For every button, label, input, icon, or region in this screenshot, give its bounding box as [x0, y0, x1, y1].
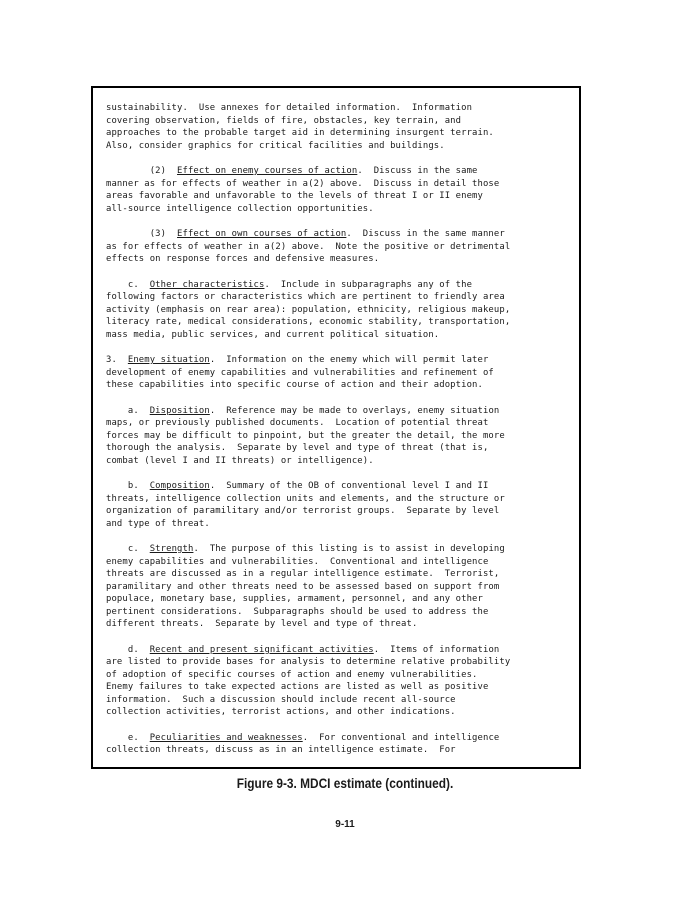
paragraph-heading-rest: . Discuss in the same manner: [346, 229, 505, 239]
text-line: areas favorable and unfavorable to the levels of threat I or II enemy: [106, 191, 483, 201]
paragraph-heading-rest: . Information on the enemy which will permit later: [209, 355, 489, 365]
paragraph-first-line: [106, 732, 569, 745]
text-line: information. Such a discussion should include recent all-source: [106, 694, 456, 705]
text-line: different threats. Separate by level and type of threat.: [106, 619, 418, 629]
paragraph: [106, 543, 569, 631]
paragraph: [106, 228, 569, 266]
paragraph-first-line: [106, 480, 569, 493]
paragraph-heading-rest: . Discuss in the same: [357, 166, 478, 176]
paragraph-first-line: [106, 279, 569, 292]
paragraph-heading-rest: . The purpose of this listing is to assist in developing: [193, 544, 505, 554]
document-frame: [91, 86, 581, 769]
paragraph-lead: 3.: [106, 355, 128, 365]
page-number: 9-11: [335, 819, 355, 830]
text-line: organization of paramilitary and/or terrorist groups. Separate by level: [106, 506, 500, 516]
paragraph: [106, 480, 569, 530]
paragraph-heading: Composition: [149, 481, 210, 491]
paragraph-heading: Disposition: [149, 405, 210, 416]
paragraph-heading: Strength: [149, 544, 194, 554]
paragraph-heading: Effect on enemy courses of action: [177, 166, 358, 176]
paragraph-heading-rest: . Summary of the OB of conventional level I and II: [209, 481, 489, 491]
text-line: thorough the analysis. Separate by level and type of threat (that is,: [106, 443, 489, 453]
paragraph-lead: c.: [106, 544, 150, 554]
text-line: Enemy failures to take expected actions are listed as well as positive: [106, 682, 489, 692]
paragraph-heading: Other characteristics: [149, 279, 265, 290]
text-line: enemy capabilities and vulnerabilities. Conventional and intelligence: [106, 556, 489, 567]
paragraph: [106, 405, 569, 468]
text-line: threats are discussed as in a regular intelligence estimate. Terrorist,: [106, 569, 500, 579]
text-line: forces may be difficult to pinpoint, but the greater the detail, the more: [106, 430, 505, 441]
text-line: paramilitary and other threats need to be assessed based on support from: [106, 581, 500, 592]
paragraph-lead: (3): [106, 229, 178, 239]
figure-caption: Figure 9-3. MDCI estimate (continued).: [236, 776, 454, 791]
paragraph-heading: Peculiarities and weaknesses: [149, 732, 303, 743]
text-line: and type of threat.: [106, 518, 210, 529]
paragraph-lead: b.: [106, 481, 150, 491]
text-line: development of enemy capabilities and vulnerabilities and refinement of: [106, 367, 494, 378]
paragraph: [106, 165, 569, 215]
paragraph: [106, 279, 569, 342]
text-line: pertinent considerations. Subparagraphs should be used to address the: [106, 606, 489, 617]
text-line: are listed to provide bases for analysis to determine relative probability: [106, 657, 511, 667]
paragraph: [106, 644, 569, 719]
paragraph-lead: d.: [106, 644, 150, 655]
text-line: as for effects of weather in a(2) above. Note the positive or detrimental: [106, 241, 511, 252]
document-body: [106, 102, 569, 757]
paragraph-first-line: [106, 354, 569, 367]
paragraph-heading-rest: . For conventional and intelligence: [302, 732, 500, 743]
paragraph: [106, 732, 569, 757]
text-line: mass media, public services, and current political situation.: [106, 329, 440, 340]
text-line: manner as for effects of weather in a(2) above. Discuss in detail those: [106, 178, 500, 189]
paragraph-heading: Recent and present significant activities: [149, 644, 374, 655]
paragraph-heading-rest: . Items of information: [373, 644, 500, 655]
paragraph-first-line: [106, 405, 569, 418]
paragraph-lead: (2): [106, 166, 178, 176]
text-line: these capabilities into specific course of action and their adoption.: [106, 380, 483, 390]
paragraph-lead: a.: [106, 405, 150, 416]
text-line: Also, consider graphics for critical facilities and buildings.: [106, 140, 445, 151]
text-line: threats, intelligence collection units and elements, and the structure or: [106, 493, 505, 504]
text-line: collection activities, terrorist actions, and other indications.: [106, 707, 456, 717]
text-line: covering observation, fields of fire, obstacles, key terrain, and: [106, 115, 462, 126]
text-line: populace, monetary base, supplies, armament, personnel, and any other: [106, 594, 483, 604]
text-line: all-source intelligence collection opportunities.: [106, 203, 374, 214]
paragraph-heading-rest: . Reference may be made to overlays, enemy situation: [209, 405, 500, 416]
paragraph-heading-rest: . Include in subparagraphs any of the: [264, 279, 473, 290]
text-line: sustainability. Use annexes for detailed information. Information: [106, 103, 473, 113]
paragraph-lead: e.: [106, 732, 150, 743]
text-line: maps, or previously published documents. Location of potential threat: [106, 418, 489, 428]
paragraph: [106, 354, 569, 392]
text-line: of adoption of specific courses of action and enemy vulnerabilities.: [106, 669, 478, 680]
text-line: approaches to the probable target aid in determining insurgent terrain.: [106, 128, 494, 138]
paragraph-lead: c.: [106, 279, 150, 290]
text-line: combat (level I and II threats) or intelligence).: [106, 455, 374, 466]
text-line: following factors or characteristics which are pertinent to friendly area: [106, 292, 505, 302]
text-line: activity (emphasis on rear area): population, ethnicity, religious makeup,: [106, 304, 511, 315]
paragraph-heading: Effect on own courses of action: [177, 229, 347, 239]
paragraph-first-line: [106, 543, 569, 556]
text-line: effects on response forces and defensive measures.: [106, 254, 380, 264]
paragraph-heading: Enemy situation: [127, 355, 210, 365]
paragraph-first-line: [106, 644, 569, 657]
paragraph: [106, 102, 569, 152]
text-line: literacy rate, medical considerations, economic stability, transportation,: [106, 317, 511, 327]
paragraph-first-line: [106, 165, 569, 178]
text-line: collection threats, discuss as in an intelligence estimate. For: [106, 745, 456, 755]
paragraph-first-line: [106, 228, 569, 241]
